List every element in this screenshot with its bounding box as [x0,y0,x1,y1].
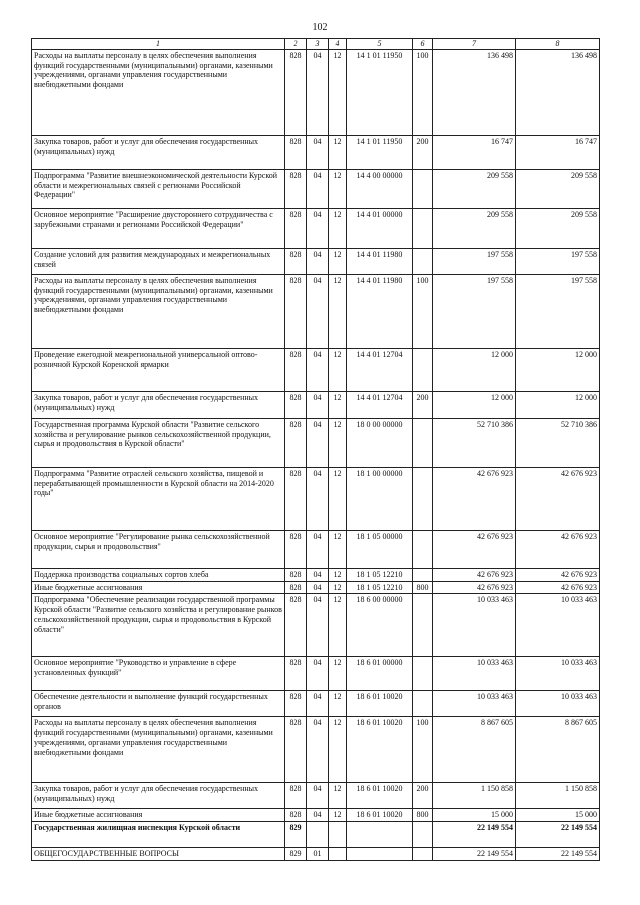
subsection-cell: 12 [329,691,347,717]
ministry-code-cell: 829 [285,822,307,848]
amount-cell: 22 149 554 [516,848,600,861]
section-cell: 04 [307,208,329,248]
subsection-cell: 12 [329,467,347,530]
expense-type-cell [413,657,433,691]
row-name-cell: Закупка товаров, работ и услуг для обеспечения государственных (муниципальных) нужд [32,135,285,169]
amount-cell: 197 558 [516,248,600,274]
amount-cell: 42 676 923 [516,568,600,581]
target-article-cell: 14 4 01 11980 [347,248,413,274]
target-article-cell: 18 6 01 00000 [347,657,413,691]
subsection-cell: 12 [329,208,347,248]
amount-cell: 197 558 [433,274,516,348]
section-cell: 04 [307,594,329,657]
expense-type-cell [413,594,433,657]
table-row [32,530,600,568]
amount-cell: 12 000 [433,348,516,391]
row-name-cell: Расходы на выплаты персоналу в целях обеспечения выполнения функций государственными (муниципальными) органами, казенными учреждениями, органами управления государственными внебюджетными фондами [32,717,285,783]
row-name-cell: Иные бюджетные ассигнования [32,809,285,822]
section-cell: 04 [307,530,329,568]
ministry-code-cell: 828 [285,691,307,717]
amount-cell: 16 747 [516,135,600,169]
section-cell: 04 [307,248,329,274]
target-article-cell: 18 1 00 00000 [347,467,413,530]
subsection-cell: 12 [329,49,347,135]
row-name-cell: Расходы на выплаты персоналу в целях обеспечения выполнения функций государственными (муниципальными) органами, казенными учреждениями, органами управления государственными внебюджетными фондами [32,49,285,135]
ministry-code-cell: 828 [285,581,307,594]
expense-type-cell [413,467,433,530]
amount-cell: 12 000 [516,391,600,418]
target-article-cell: 18 6 01 10020 [347,691,413,717]
table-row [32,49,600,135]
header-cell: 5 [347,39,413,50]
row-name-cell: Государственная программа Курской области "Развитие сельского хозяйства и регулирование рынков сельскохозяйственной продукции, сырья и продовольствия в Курской области" [32,418,285,467]
ministry-code-cell: 828 [285,657,307,691]
header-cell: 4 [329,39,347,50]
amount-cell: 15 000 [433,809,516,822]
expense-type-cell [413,822,433,848]
expense-type-cell [413,248,433,274]
row-name-cell: Поддержка производства социальных сортов хлеба [32,568,285,581]
table-row [32,809,600,822]
table-row [32,581,600,594]
section-cell: 04 [307,391,329,418]
table-row [32,848,600,861]
amount-cell: 22 149 554 [433,822,516,848]
section-cell: 04 [307,809,329,822]
subsection-cell: 12 [329,391,347,418]
ministry-code-cell: 828 [285,248,307,274]
section-cell [307,822,329,848]
expense-type-cell: 100 [413,49,433,135]
row-name-cell: Проведение ежегодной межрегиональной универсальной оптово-розничной Курской Коренской ярмарки [32,348,285,391]
section-cell: 04 [307,135,329,169]
expense-type-cell [413,530,433,568]
target-article-cell: 18 0 00 00000 [347,418,413,467]
amount-cell: 42 676 923 [516,530,600,568]
amount-cell: 22 149 554 [433,848,516,861]
target-article-cell: 18 1 05 00000 [347,530,413,568]
header-cell: 6 [413,39,433,50]
page-number: 102 [312,22,328,33]
expense-type-cell: 100 [413,274,433,348]
table-row [32,208,600,248]
row-name-cell: Основное мероприятие "Руководство и управление в сфере установленных функций" [32,657,285,691]
budget-table [31,38,600,861]
expense-type-cell: 800 [413,581,433,594]
header-cell: 7 [433,39,516,50]
amount-cell: 10 033 463 [433,657,516,691]
subsection-cell: 12 [329,348,347,391]
amount-cell: 197 558 [516,274,600,348]
ministry-code-cell: 828 [285,208,307,248]
section-cell: 04 [307,783,329,809]
amount-cell: 10 033 463 [516,657,600,691]
row-name-cell: Закупка товаров, работ и услуг для обеспечения государственных (муниципальных) нужд [32,783,285,809]
header-cell: 3 [307,39,329,50]
table-body [32,49,600,860]
expense-type-cell: 200 [413,391,433,418]
amount-cell: 42 676 923 [516,467,600,530]
table-row [32,717,600,783]
subsection-cell [329,822,347,848]
amount-cell: 136 498 [433,49,516,135]
amount-cell: 8 867 605 [516,717,600,783]
target-article-cell: 14 4 01 00000 [347,208,413,248]
table-row [32,135,600,169]
amount-cell: 197 558 [433,248,516,274]
table-row [32,248,600,274]
expense-type-cell [413,568,433,581]
ministry-code-cell: 828 [285,391,307,418]
amount-cell: 209 558 [433,169,516,208]
subsection-cell [329,848,347,861]
expense-type-cell: 100 [413,717,433,783]
target-article-cell: 18 6 01 10020 [347,717,413,783]
amount-cell: 12 000 [433,391,516,418]
amount-cell: 42 676 923 [516,581,600,594]
target-article-cell: 18 1 05 12210 [347,568,413,581]
row-name-cell: Иные бюджетные ассигнования [32,581,285,594]
amount-cell: 52 710 386 [433,418,516,467]
section-cell: 04 [307,418,329,467]
amount-cell: 10 033 463 [516,594,600,657]
row-name-cell: ОБЩЕГОСУДАРСТВЕННЫЕ ВОПРОСЫ [32,848,285,861]
expense-type-cell [413,418,433,467]
section-cell: 04 [307,467,329,530]
expense-type-cell: 200 [413,783,433,809]
header-cell: 2 [285,39,307,50]
row-name-cell: Закупка товаров, работ и услуг для обеспечения государственных (муниципальных) нужд [32,391,285,418]
section-cell: 04 [307,581,329,594]
section-cell: 04 [307,568,329,581]
amount-cell: 12 000 [516,348,600,391]
expense-type-cell [413,169,433,208]
row-name-cell: Подпрограмма "Развитие отраслей сельского хозяйства, пищевой и перерабатывающей промышленности в Курской области на 2014-2020 годы" [32,467,285,530]
subsection-cell: 12 [329,418,347,467]
expense-type-cell: 200 [413,135,433,169]
table-row [32,594,600,657]
subsection-cell: 12 [329,135,347,169]
target-article-cell: 14 4 01 11980 [347,274,413,348]
ministry-code-cell: 828 [285,809,307,822]
amount-cell: 22 149 554 [516,822,600,848]
amount-cell: 15 000 [516,809,600,822]
table-row [32,568,600,581]
amount-cell: 52 710 386 [516,418,600,467]
table-row [32,348,600,391]
expense-type-cell: 800 [413,809,433,822]
amount-cell: 8 867 605 [433,717,516,783]
amount-cell: 42 676 923 [433,530,516,568]
subsection-cell: 12 [329,594,347,657]
subsection-cell: 12 [329,169,347,208]
section-cell: 04 [307,169,329,208]
subsection-cell: 12 [329,717,347,783]
amount-cell: 42 676 923 [433,467,516,530]
subsection-cell: 12 [329,248,347,274]
ministry-code-cell: 829 [285,848,307,861]
header-cell: 8 [516,39,600,50]
amount-cell: 209 558 [516,169,600,208]
section-cell: 01 [307,848,329,861]
section-cell: 04 [307,348,329,391]
amount-cell: 1 150 858 [433,783,516,809]
amount-cell: 136 498 [516,49,600,135]
target-article-cell: 18 6 01 10020 [347,809,413,822]
ministry-code-cell: 828 [285,717,307,783]
ministry-code-cell: 828 [285,348,307,391]
section-cell: 04 [307,657,329,691]
ministry-code-cell: 828 [285,418,307,467]
target-article-cell [347,822,413,848]
target-article-cell: 14 1 01 11950 [347,135,413,169]
table-row [32,467,600,530]
header-cell: 1 [32,39,285,50]
amount-cell: 209 558 [433,208,516,248]
row-name-cell: Подпрограмма "Развитие внешнеэкономической деятельности Курской области и межрегиональных связей с регионами Российской Федерации" [32,169,285,208]
expense-type-cell [413,348,433,391]
ministry-code-cell: 828 [285,530,307,568]
ministry-code-cell: 828 [285,49,307,135]
amount-cell: 10 033 463 [433,594,516,657]
subsection-cell: 12 [329,809,347,822]
subsection-cell: 12 [329,581,347,594]
row-name-cell: Государственная жилищная инспекция Курской области [32,822,285,848]
section-cell: 04 [307,691,329,717]
table-row [32,418,600,467]
amount-cell: 42 676 923 [433,568,516,581]
expense-type-cell [413,691,433,717]
ministry-code-cell: 828 [285,568,307,581]
section-cell: 04 [307,274,329,348]
subsection-cell: 12 [329,568,347,581]
table-row [32,783,600,809]
ministry-code-cell: 828 [285,594,307,657]
subsection-cell: 12 [329,657,347,691]
target-article-cell: 14 4 01 12704 [347,391,413,418]
row-name-cell: Создание условий для развития международных и межрегиональных связей [32,248,285,274]
amount-cell: 42 676 923 [433,581,516,594]
row-name-cell: Расходы на выплаты персоналу в целях обеспечения выполнения функций государственными (муниципальными) органами, казенными учреждениями, органами управления государственными внебюджетными фондами [32,274,285,348]
amount-cell: 209 558 [516,208,600,248]
target-article-cell: 14 4 01 12704 [347,348,413,391]
subsection-cell: 12 [329,274,347,348]
section-cell: 04 [307,49,329,135]
ministry-code-cell: 828 [285,274,307,348]
target-article-cell: 18 6 00 00000 [347,594,413,657]
expense-type-cell [413,848,433,861]
expense-type-cell [413,208,433,248]
amount-cell: 10 033 463 [433,691,516,717]
ministry-code-cell: 828 [285,467,307,530]
amount-cell: 16 747 [433,135,516,169]
table-row [32,274,600,348]
table-row [32,169,600,208]
section-cell: 04 [307,717,329,783]
target-article-cell: 18 6 01 10020 [347,783,413,809]
row-name-cell: Основное мероприятие "Регулирование рынка сельскохозяйственной продукции, сырья и продовольствия" [32,530,285,568]
row-name-cell: Обеспечение деятельности и выполнение функций государственных органов [32,691,285,717]
target-article-cell: 14 4 00 00000 [347,169,413,208]
ministry-code-cell: 828 [285,169,307,208]
row-name-cell: Основное мероприятие "Расширение двустороннего сотрудничества с зарубежными странами и регионами Российской Федерации" [32,208,285,248]
amount-cell: 1 150 858 [516,783,600,809]
target-article-cell [347,848,413,861]
table-row [32,657,600,691]
target-article-cell: 14 1 01 11950 [347,49,413,135]
ministry-code-cell: 828 [285,783,307,809]
header-row [32,39,600,50]
amount-cell: 10 033 463 [516,691,600,717]
ministry-code-cell: 828 [285,135,307,169]
subsection-cell: 12 [329,783,347,809]
table-row [32,691,600,717]
target-article-cell: 18 1 05 12210 [347,581,413,594]
table-row [32,822,600,848]
row-name-cell: Подпрограмма "Обеспечение реализации государственной программы Курской области "Развитие сельского хозяйства и регулирование рынков сельскохозяйственной продукции, сырья и продовольствия в Курской области" [32,594,285,657]
subsection-cell: 12 [329,530,347,568]
table-row [32,391,600,418]
